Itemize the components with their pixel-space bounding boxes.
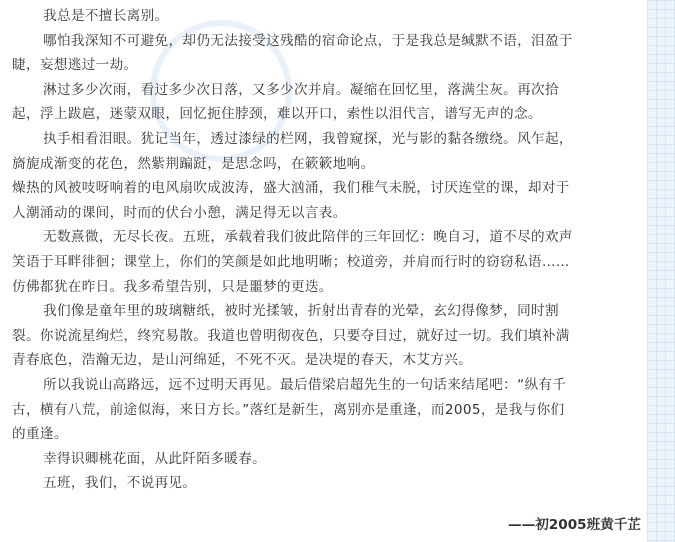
essay-line: 哪怕我深知不可避免，却仍无法接受这残酷的宿命论点，于是我总是缄默不语，泪盈于 bbox=[43, 32, 573, 49]
essay-line: 我总是不擅长离别。 bbox=[43, 8, 169, 24]
essay-line: 的重逢。 bbox=[12, 426, 68, 443]
essay-line: 燥热的风被吱呀响着的电风扇吹成波涛，盛大汹涌，我们稚气未脱，讨厌连堂的课，却对于 bbox=[12, 180, 570, 197]
essay-line: 所以我说山高路远，远不过明天再见。最后借梁启超先生的一句话来结尾吧：“纵有千 bbox=[43, 376, 567, 393]
essay-line: 无数熹微，无尽长夜。五班，承载着我们彼此陪伴的三年回忆：晚自习，道不尽的欢声 bbox=[43, 229, 573, 246]
essay-line: 五班，我们，不说再见。 bbox=[43, 475, 197, 492]
essay-line: 我们像是童年里的玻璃糖纸，被时光揉皱，折射出青春的光晕，玄幻得像梦，同时割 bbox=[43, 303, 559, 320]
essay-line: 旖旎成渐变的花色，然紫荆蹁跹，是思念吗，在簌簌地响。 bbox=[12, 155, 375, 172]
essay-line: 仿佛都犹在昨日。我多希望告别，只是噩梦的更迭。 bbox=[12, 278, 333, 295]
essay-line: 古，横有八荒，前途似海，来日方长。”落红是新生，离别亦是重逢，而2005，是我与你们 bbox=[12, 401, 565, 418]
essay-line: 人潮涌动的课间，时而的伏台小憩，满足得无以言表。 bbox=[12, 204, 347, 221]
essay-line: 笑语于耳畔徘徊；课堂上，你们的笑颜是如此地明晰；校道旁，并肩而行时的窃窃私语…… bbox=[12, 253, 570, 270]
essay-line: 幸得识卿桃花面，从此阡陌多暖春。 bbox=[43, 450, 267, 467]
essay-line: 起，浮上跋扈，迷蒙双眼，回忆扼住脖颈，难以开口，索性以泪代言，谱写无声的念。 bbox=[12, 106, 542, 123]
essay-line: 裂。你说流星绚烂，终究易散。我道也曾明彻夜色，只要夺目过，就好过一切。我们填补满 bbox=[12, 327, 570, 344]
essay-line: 执手相看泪眼。犹记当年，透过漆绿的栏网，我曾窥探，光与影的黏各缴绕。风乍起， bbox=[43, 130, 573, 147]
essay-line: 睫，妄想逃过一劫。 bbox=[12, 57, 138, 74]
essay-line: 淋过多少次雨，看过多少次日落，又多少次并肩。凝缩在回忆里，落满尘灰。再次拾 bbox=[43, 81, 559, 98]
essay-body bbox=[12, 4, 652, 496]
essay-line: 青春底色，浩瀚无边，是山河绵延，不死不灭。是决堤的春天，木艾方兴。 bbox=[12, 352, 473, 369]
author-signature: ——初2005班黄千芷 bbox=[508, 517, 641, 533]
